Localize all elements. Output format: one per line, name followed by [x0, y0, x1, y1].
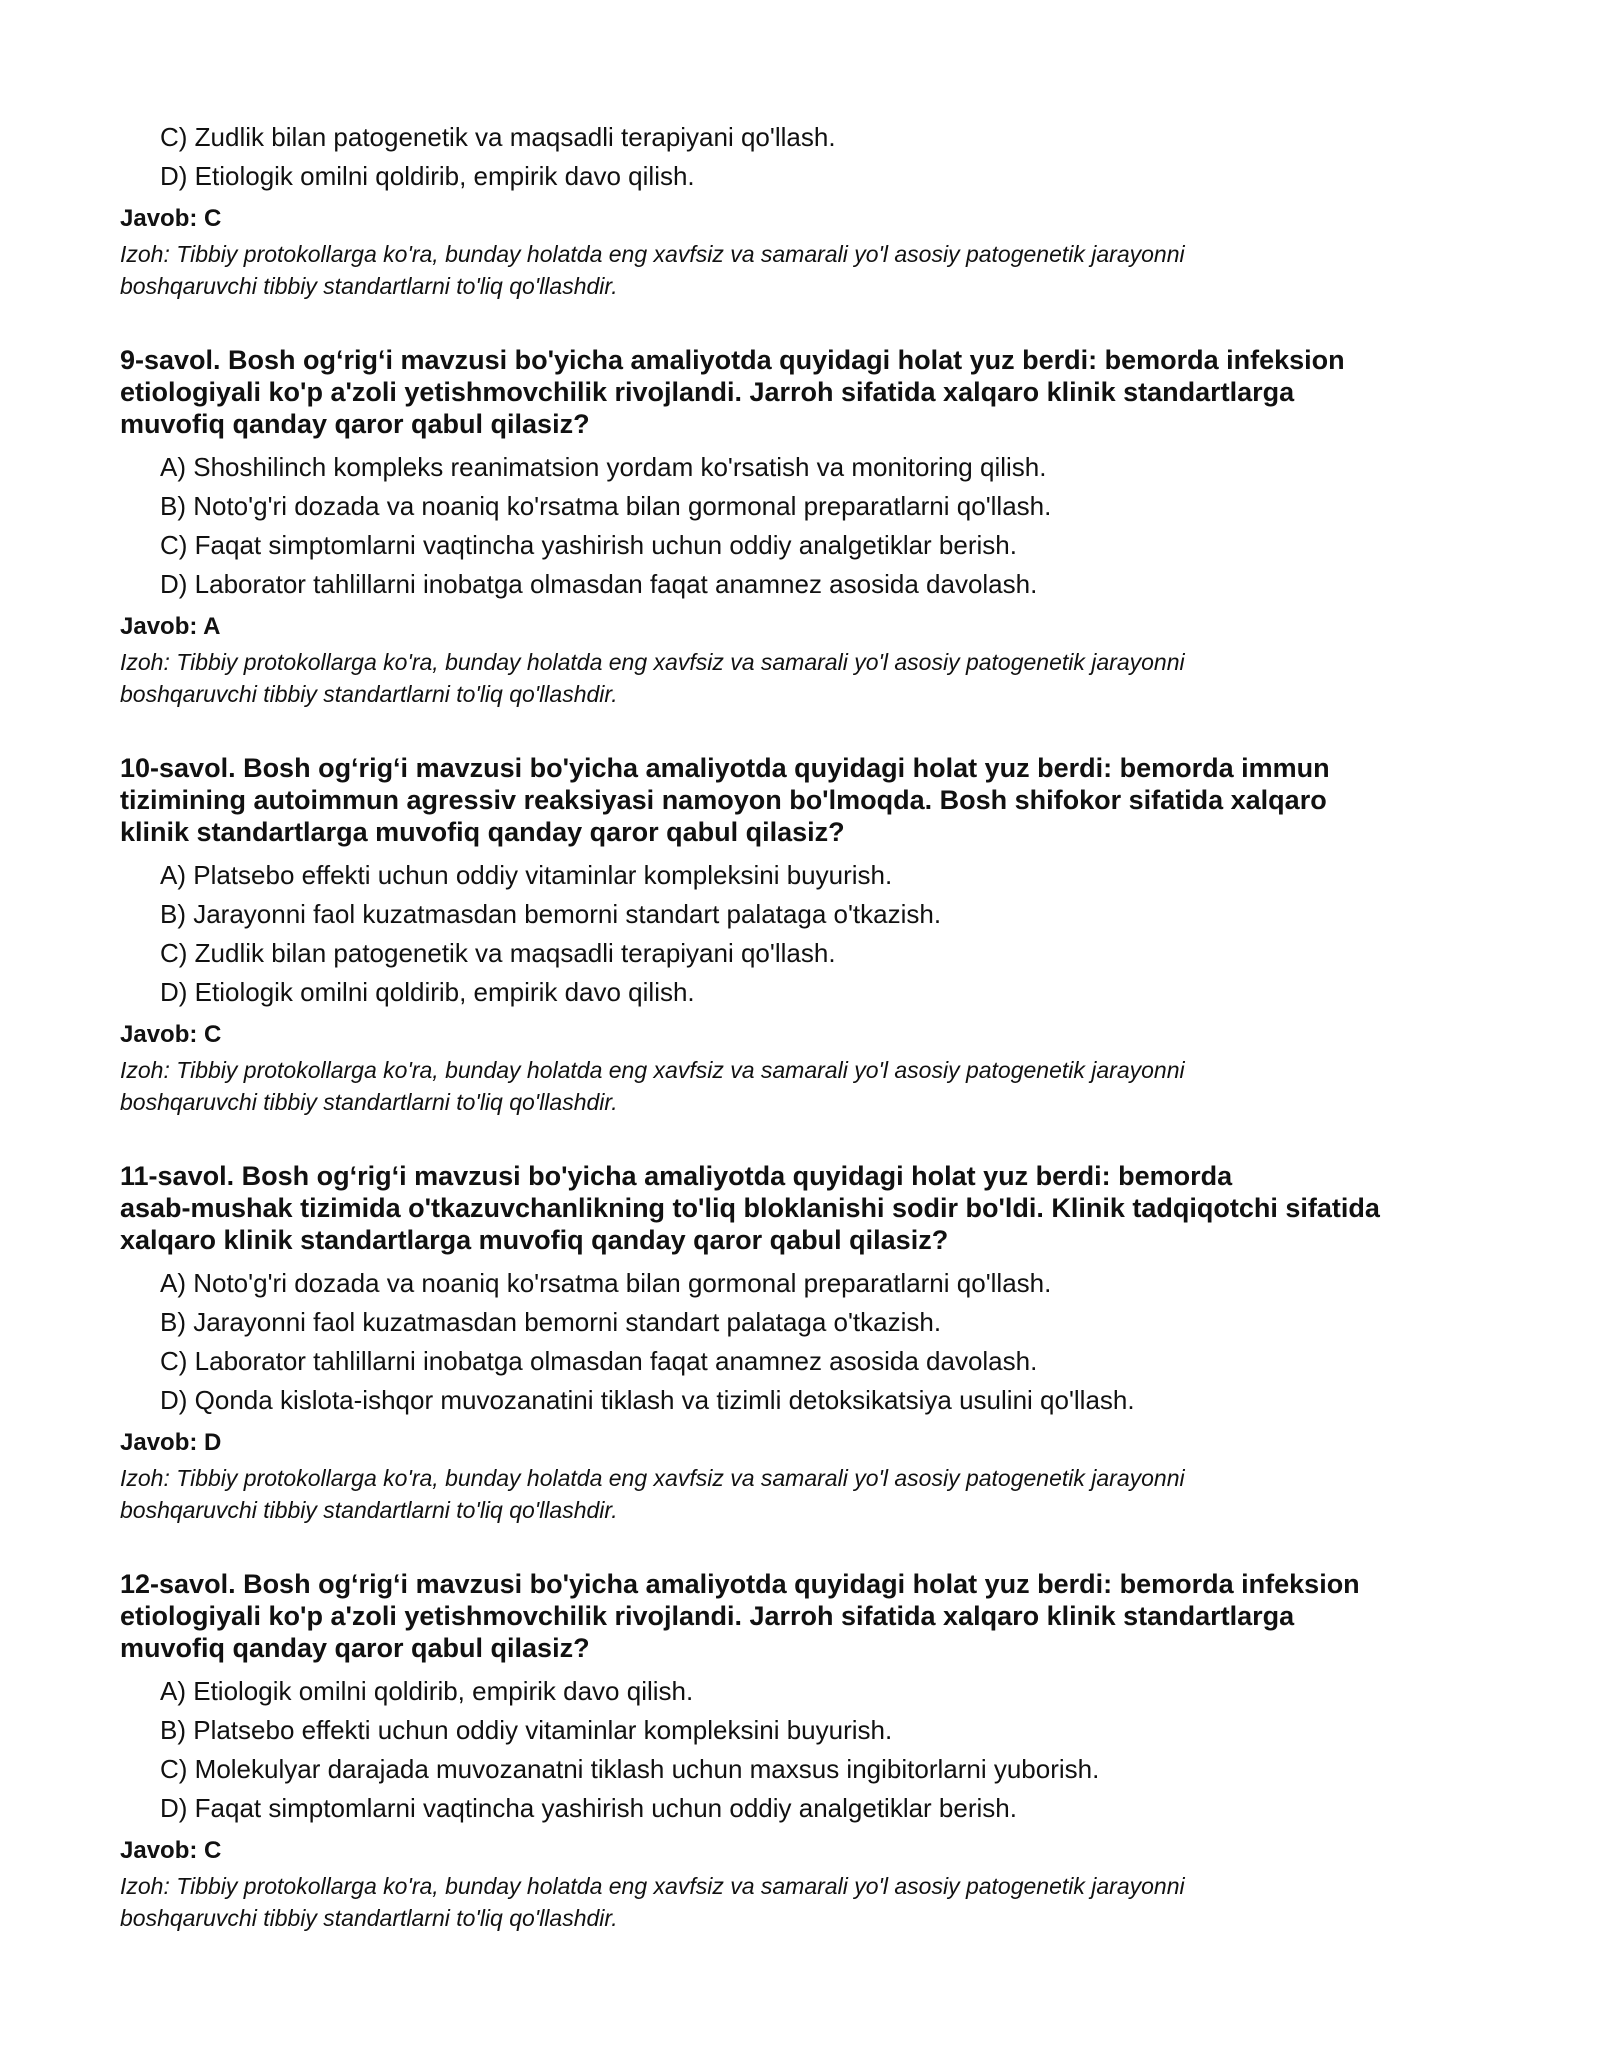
question-line: xalqaro klinik standartlarga muvofiq qanday qaror qabul qilasiz? [120, 1225, 949, 1255]
option-b: B) Platsebo effekti uchun oddiy vitaminlar kompleksini buyurish. [160, 1715, 893, 1745]
option-c: C) Zudlik bilan patogenetik va maqsadli terapiyani qo'llash. [160, 122, 836, 152]
note-line: Izoh: Tibbiy protokollarga ko'ra, bunday holatda eng xavfsiz va samarali yo'l asosiy patogenetik jarayonni [120, 1873, 1185, 1899]
note-line: boshqaruvchi tibbiy standartlarni to'liq qo'llashdir. [120, 681, 618, 707]
question-9 [120, 344, 1490, 710]
answer-label: Javob: C [120, 1021, 222, 1048]
note-line: Izoh: Tibbiy protokollarga ko'ra, bunday holatda eng xavfsiz va samarali yo'l asosiy patogenetik jarayonni [120, 241, 1185, 267]
question-text [120, 344, 1490, 440]
question-12 [120, 1568, 1490, 1934]
option-c: C) Molekulyar darajada muvozanatni tiklash uchun maxsus ingibitorlarni yuborish. [160, 1754, 1100, 1784]
note-line: Izoh: Tibbiy protokollarga ko'ra, bunday holatda eng xavfsiz va samarali yo'l asosiy patogenetik jarayonni [120, 1465, 1185, 1491]
question-line: klinik standartlarga muvofiq qanday qaror qabul qilasiz? [120, 817, 845, 847]
question-10 [120, 752, 1490, 1118]
option-a: A) Etiologik omilni qoldirib, empirik davo qilish. [160, 1676, 694, 1706]
option-c: C) Zudlik bilan patogenetik va maqsadli terapiyani qo'llash. [160, 938, 836, 968]
option-d: D) Etiologik omilni qoldirib, empirik davo qilish. [160, 977, 695, 1007]
note-text [120, 1870, 1490, 1934]
option-c: C) Laborator tahlillarni inobatga olmasdan faqat anamnez asosida davolash. [160, 1346, 1038, 1376]
question-line: muvofiq qanday qaror qabul qilasiz? [120, 409, 590, 439]
option-b: B) Noto'g'ri dozada va noaniq ko'rsatma bilan gormonal preparatlarni qo'llash. [160, 491, 1052, 521]
note-text [120, 238, 1490, 302]
question-line: 9-savol. Bosh og‘rig‘i mavzusi bo'yicha amaliyotda quyidagi holat yuz berdi: bemorda infeksion [120, 345, 1345, 375]
note-text [120, 1462, 1490, 1526]
option-d: D) Faqat simptomlarni vaqtincha yashirish uchun oddiy analgetiklar berish. [160, 1793, 1017, 1823]
note-line: Izoh: Tibbiy protokollarga ko'ra, bunday holatda eng xavfsiz va samarali yo'l asosiy patogenetik jarayonni [120, 649, 1185, 675]
question-line: 12-savol. Bosh og‘rig‘i mavzusi bo'yicha amaliyotda quyidagi holat yuz berdi: bemorda infeksion [120, 1569, 1360, 1599]
question-line: etiologiyali ko'p a'zoli yetishmovchilik rivojlandi. Jarroh sifatida xalqaro klinik standartlarga [120, 377, 1295, 407]
note-text [120, 646, 1490, 710]
question-line: etiologiyali ko'p a'zoli yetishmovchilik rivojlandi. Jarroh sifatida xalqaro klinik standartlarga [120, 1601, 1295, 1631]
option-d: D) Laborator tahlillarni inobatga olmasdan faqat anamnez asosida davolash. [160, 569, 1038, 599]
question-text [120, 752, 1490, 848]
question-text [120, 1160, 1490, 1256]
answer-label: Javob: D [120, 1429, 222, 1456]
document-page [120, 118, 1490, 1934]
note-line: boshqaruvchi tibbiy standartlarni to'liq qo'llashdir. [120, 1905, 618, 1931]
answer-label: Javob: C [120, 1837, 222, 1864]
option-c: C) Faqat simptomlarni vaqtincha yashirish uchun oddiy analgetiklar berish. [160, 530, 1017, 560]
answer-label: Javob: A [120, 613, 221, 640]
question-line: 11-savol. Bosh og‘rig‘i mavzusi bo'yicha amaliyotda quyidagi holat yuz berdi: bemorda [120, 1161, 1233, 1191]
question-line: muvofiq qanday qaror qabul qilasiz? [120, 1633, 590, 1663]
note-line: boshqaruvchi tibbiy standartlarni to'liq qo'llashdir. [120, 273, 618, 299]
option-b: B) Jarayonni faol kuzatmasdan bemorni standart palataga o'tkazish. [160, 899, 942, 929]
question-line: 10-savol. Bosh og‘rig‘i mavzusi bo'yicha amaliyotda quyidagi holat yuz berdi: bemorda immun [120, 753, 1330, 783]
question-11 [120, 1160, 1490, 1526]
note-line: boshqaruvchi tibbiy standartlarni to'liq qo'llashdir. [120, 1089, 618, 1115]
option-a: A) Platsebo effekti uchun oddiy vitaminlar kompleksini buyurish. [160, 860, 893, 890]
note-line: Izoh: Tibbiy protokollarga ko'ra, bunday holatda eng xavfsiz va samarali yo'l asosiy patogenetik jarayonni [120, 1057, 1185, 1083]
question-text [120, 1568, 1490, 1664]
question-8-tail [120, 118, 1490, 302]
answer-label: Javob: C [120, 205, 222, 232]
question-line: tizimining autoimmun agressiv reaksiyasi namoyon bo'lmoqda. Bosh shifokor sifatida xalqaro [120, 785, 1327, 815]
option-d: D) Qonda kislota-ishqor muvozanatini tiklash va tizimli detoksikatsiya usulini qo'llash. [160, 1385, 1135, 1415]
note-text [120, 1054, 1490, 1118]
question-line: asab-mushak tizimida o'tkazuvchanlikning to'liq bloklanishi sodir bo'ldi. Klinik tadqiqotchi sifatida [120, 1193, 1380, 1223]
option-d: D) Etiologik omilni qoldirib, empirik davo qilish. [160, 161, 695, 191]
option-a: A) Noto'g'ri dozada va noaniq ko'rsatma bilan gormonal preparatlarni qo'llash. [160, 1268, 1052, 1298]
option-a: A) Shoshilinch kompleks reanimatsion yordam ko'rsatish va monitoring qilish. [160, 452, 1047, 482]
option-b: B) Jarayonni faol kuzatmasdan bemorni standart palataga o'tkazish. [160, 1307, 942, 1337]
note-line: boshqaruvchi tibbiy standartlarni to'liq qo'llashdir. [120, 1497, 618, 1523]
